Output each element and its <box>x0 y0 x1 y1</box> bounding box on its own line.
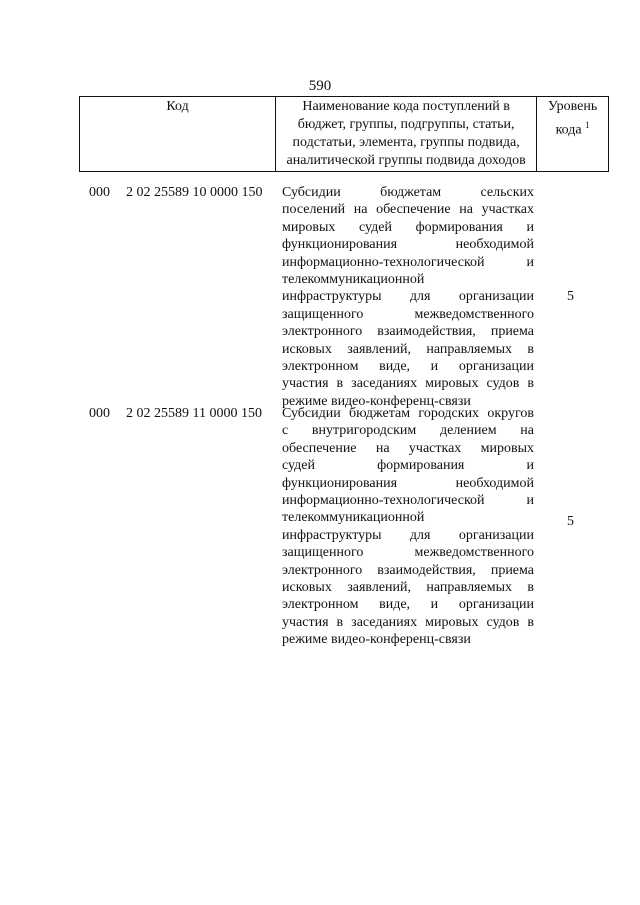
name-line: электронного взаимодействия, приема <box>282 324 534 340</box>
header-code-label: Код <box>166 99 189 114</box>
revenue-code: 2 02 25589 10 0000 150 <box>126 185 263 200</box>
revenue-name <box>282 405 534 648</box>
page-number: 590 <box>308 78 332 94</box>
name-line: информационно-технологической и <box>282 254 534 270</box>
level-value: 5 <box>567 289 574 304</box>
name-line: участия в заседаниях мировых судов в <box>282 376 534 392</box>
table-header <box>79 96 609 172</box>
header-name-line: аналитической группы подвида доходов <box>286 153 526 168</box>
name-line: исковых заявлений, направляемых в <box>282 341 534 357</box>
header-code <box>80 97 276 172</box>
name-line: электронном виде, и организации <box>282 597 534 613</box>
name-line: информационно-технологической и <box>282 492 534 508</box>
name-line: электронном виде, и организации <box>282 358 534 374</box>
header-name-line: подстатьи, элемента, группы подвида, <box>292 135 520 150</box>
name-line: режиме видео-конференц-связи <box>282 393 471 409</box>
name-line: защищенного межведомственного <box>282 545 534 561</box>
name-line: телекоммуникационной <box>282 271 425 287</box>
name-line: инфраструктуры для организации <box>282 527 534 543</box>
name-line: защищенного межведомственного <box>282 306 534 322</box>
name-line: телекоммуникационной <box>282 510 425 526</box>
name-line: судей формирования и <box>282 458 534 474</box>
name-line: с внутригородским делением на <box>282 423 534 439</box>
name-line: функционирования необходимой <box>282 475 534 491</box>
name-line: режиме видео-конференц-связи <box>282 632 471 648</box>
name-line: мировых судей формирования и <box>282 219 534 235</box>
header-name <box>276 97 537 172</box>
name-line: электронного взаимодействия, приема <box>282 562 534 578</box>
admin-code: 000 <box>89 185 110 200</box>
footnote-marker: 1 <box>585 120 590 130</box>
level-value: 5 <box>567 514 574 529</box>
header-level <box>537 97 609 172</box>
name-line: обеспечение на участках мировых <box>282 440 534 456</box>
header-name-line: бюджет, группы, подгруппы, статьи, <box>297 117 515 132</box>
header-level-line <box>539 116 606 140</box>
name-line: инфраструктуры для организации <box>282 289 534 305</box>
revenue-name <box>282 184 534 410</box>
name-line: Субсидии бюджетам сельских <box>282 185 534 200</box>
name-line: исковых заявлений, направляемых в <box>282 579 534 595</box>
revenue-code: 2 02 25589 11 0000 150 <box>126 406 262 421</box>
admin-code: 000 <box>89 406 110 421</box>
name-line: участия в заседаниях мировых судов в <box>282 614 534 630</box>
header-level-line: Уровень <box>547 99 598 114</box>
name-line: Субсидии бюджетам городских округов <box>282 406 534 421</box>
name-line: функционирования необходимой <box>282 237 534 253</box>
header-level-word: кода <box>555 122 582 138</box>
name-line: поселений на обеспечение на участках <box>282 202 534 218</box>
header-name-line: Наименование кода поступлений в <box>302 99 510 114</box>
